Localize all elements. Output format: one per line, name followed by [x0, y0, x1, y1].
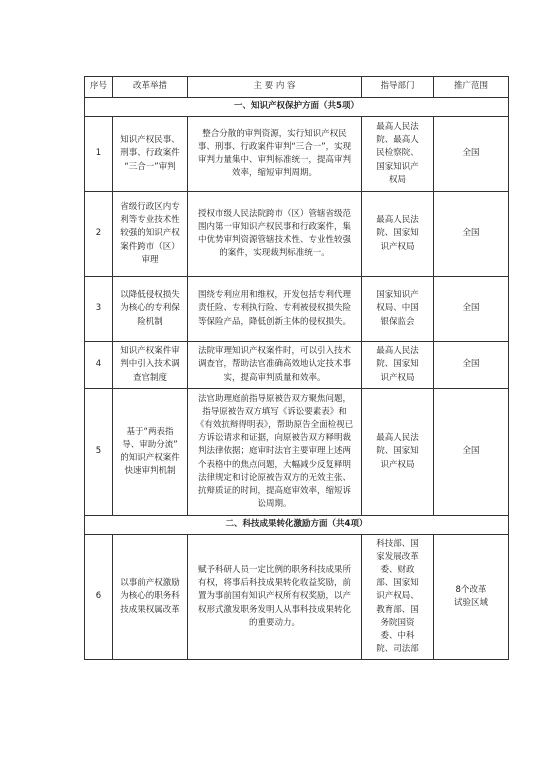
section-heading: 二、科技成果转化激励方面（共4项）	[85, 516, 509, 535]
row-dept: 科技部、国 家发展改革 委、财政 部、国家知 识产权局、 教育部、国 务院国资 委、中科 院、司法部	[362, 535, 434, 660]
row-no: 5	[85, 389, 113, 516]
header-row	[85, 77, 509, 98]
row-measure: 基于“两表指 导、审助分流” 的知识产权案件 快速审判机制	[113, 389, 188, 516]
row-content: 整合分散的审判资源，实行知识产权民事、刑事、行政案件审判“三合一”，实现审判力量集中、审判标准统一，提高审判效率，缩短审判周期。	[188, 117, 362, 192]
row-no: 1	[85, 117, 113, 192]
row-measure: 省级行政区内专 利等专业技术性 较强的知识产权 案件跨市（区） 审理	[113, 192, 188, 277]
row-scope: 全国	[434, 389, 509, 516]
table-row	[85, 342, 509, 389]
header-no: 序号	[85, 77, 113, 98]
row-scope: 全国	[434, 342, 509, 389]
row-content: 围绕专利应用和维权，开发包括专利代理责任险、专利执行险、专利被侵权损失险等保险产品，降低创新主体的侵权损失。	[188, 277, 362, 342]
table-row	[85, 192, 509, 277]
row-content: 法院审理知识产权案件时，可以引入技术调查官，帮助法官准确高效地认定技术事实，提高审判质量和效率。	[188, 342, 362, 389]
table-row	[85, 389, 509, 516]
row-measure: 以降低侵权损失 为核心的专利保 险机制	[113, 277, 188, 342]
row-no: 3	[85, 277, 113, 342]
row-content: 赋予科研人员一定比例的职务科技成果所有权，将事后科技成果转化收益奖励，前置为事前国有知识产权所有权奖励，以产权形式激发职务发明人从事科技成果转化的重要动力。	[188, 535, 362, 660]
header-content: 主 要 内 容	[188, 77, 362, 98]
header-measure: 改革举措	[113, 77, 188, 98]
row-dept: 最高人民法 院、国家知 识产权局	[362, 342, 434, 389]
row-no: 6	[85, 535, 113, 660]
section-heading-row	[85, 98, 509, 117]
row-no: 2	[85, 192, 113, 277]
row-scope: 全国	[434, 277, 509, 342]
row-content: 授权市级人民法院跨市（区）管辖省级范围内第一审知识产权民事和行政案件，集中优势审判资源管辖技术性、专业性较强的案件，实现裁判标准统一。	[188, 192, 362, 277]
table-row	[85, 277, 509, 342]
table-row	[85, 117, 509, 192]
header-scope: 推广范围	[434, 77, 509, 98]
row-scope: 全国	[434, 192, 509, 277]
row-measure: 知识产权民事、 刑事、行政案件 “三合一”审判	[113, 117, 188, 192]
row-scope: 全国	[434, 117, 509, 192]
row-measure: 以事前产权激励 为核心的职务科 技成果权属改革	[113, 535, 188, 660]
section-heading-row	[85, 516, 509, 535]
row-no: 4	[85, 342, 113, 389]
row-scope: 8个改革 试验区域	[434, 535, 509, 660]
row-dept: 国家知识产 权局、中国 银保监会	[362, 277, 434, 342]
section-heading: 一、知识产权保护方面（共5项）	[85, 98, 509, 117]
reform-table	[84, 76, 509, 660]
table-row	[85, 535, 509, 660]
row-dept: 最高人民法 院、国家知 识产权局	[362, 389, 434, 516]
row-dept: 最高人民法 院、最高人 民检察院、 国家知识产 权局	[362, 117, 434, 192]
row-dept: 最高人民法 院、国家知 识产权局	[362, 192, 434, 277]
row-content: 法官助理庭前指导原被告双方聚焦问题，指导原被告双方填写《诉讼要素表》和《有效抗辩得明表》，帮助原告全面检视已方诉讼请求和证据，向原被告双方释明裁判法律依据；庭审时法官主要审理上述两个表格中的焦点问题，大幅减少反复释明法律规定和讨论原被告双方的无效主张、抗辩质证的时间，提高庭审效率，缩短诉讼周期。	[188, 389, 362, 516]
row-measure: 知识产权案件审 判中引入技术调 查官制度	[113, 342, 188, 389]
header-dept: 指导部门	[362, 77, 434, 98]
